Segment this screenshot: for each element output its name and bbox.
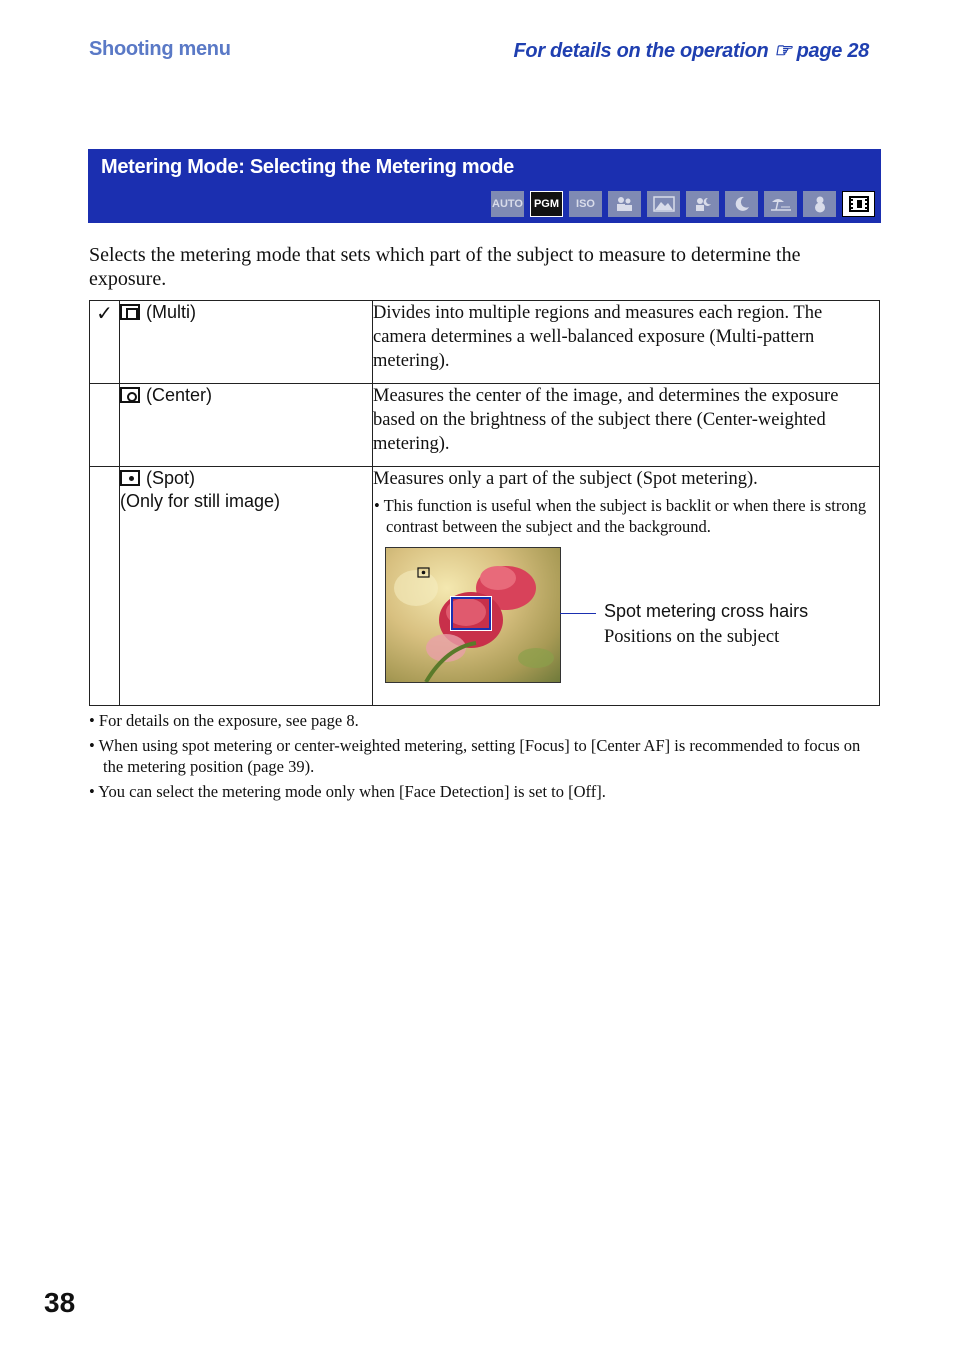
mode-description: Measures only a part of the subject (Spot metering). <box>373 469 758 489</box>
mode-bullet-note: • This function is useful when the subject is backlit or when there is strong contrast between the subject and the background. <box>374 496 867 536</box>
figure-caption-text: Positions on the subject <box>604 627 780 647</box>
mode-name: (Center) <box>146 385 213 405</box>
mode-name-cell <box>120 384 373 467</box>
reference-prefix: For details on the operation <box>513 40 769 62</box>
auto-icon: AUTO <box>491 191 524 217</box>
snow-icon <box>803 191 836 217</box>
landscape-icon <box>647 191 680 217</box>
spot-metering-icon <box>120 470 140 486</box>
movie-icon <box>842 191 875 217</box>
default-check-icon: ✓ <box>96 301 113 325</box>
banner-title: Metering Mode: Selecting the Metering mode <box>101 156 514 178</box>
spot-crosshair-icon <box>451 597 491 630</box>
section-banner <box>88 149 881 223</box>
twilight-icon <box>725 191 758 217</box>
pointing-hand-icon: ☞ <box>773 40 792 62</box>
mode-description: Measures the center of the image, and determines the exposure based on the brightness of the subject there (Center-weighted metering). <box>373 384 880 467</box>
mode-name-cell <box>120 467 373 706</box>
spot-metering-figure <box>373 547 879 697</box>
mode-name-cell <box>120 301 373 384</box>
flower-photo <box>385 547 561 683</box>
default-cell <box>90 467 120 706</box>
operation-reference <box>513 38 869 63</box>
section-header: Shooting menu <box>89 38 231 60</box>
notes-list <box>89 710 879 806</box>
list-item: • For details on the exposure, see page 8. <box>89 711 359 730</box>
mode-icon-strip <box>491 191 875 217</box>
beach-icon <box>764 191 797 217</box>
mode-description-cell <box>373 467 880 706</box>
multi-metering-icon <box>120 304 140 320</box>
mode-name: (Multi) <box>146 302 196 322</box>
table-row <box>90 301 880 384</box>
default-cell <box>90 301 120 384</box>
reference-page: page 28 <box>796 40 869 62</box>
program-icon: PGM <box>530 191 563 217</box>
page-number: 38 <box>44 1287 76 1318</box>
table-row <box>90 467 880 706</box>
table-row <box>90 384 880 467</box>
list-item: • When using spot metering or center-weighted metering, setting [Focus] to [Center AF] is recommended to focus on the metering position (page 39). <box>89 736 861 776</box>
metering-mode-table <box>89 300 880 706</box>
figure-caption-title: Spot metering cross hairs <box>604 601 809 621</box>
intro-paragraph: Selects the metering mode that sets which part of the subject to measure to determine the exposure. <box>89 244 801 290</box>
portrait-pair-icon <box>608 191 641 217</box>
list-item: • You can select the metering mode only when [Face Detection] is set to [Off]. <box>89 782 606 801</box>
mode-restriction: (Only for still image) <box>120 491 281 511</box>
center-metering-icon <box>120 387 140 403</box>
iso-icon: ISO <box>569 191 602 217</box>
mode-description: Divides into multiple regions and measures each region. The camera determines a well-balanced exposure (Multi-pattern metering). <box>373 301 880 384</box>
mode-name: (Spot) <box>146 468 196 488</box>
default-cell <box>90 384 120 467</box>
twilight-portrait-icon <box>686 191 719 217</box>
callout-line <box>560 613 596 614</box>
